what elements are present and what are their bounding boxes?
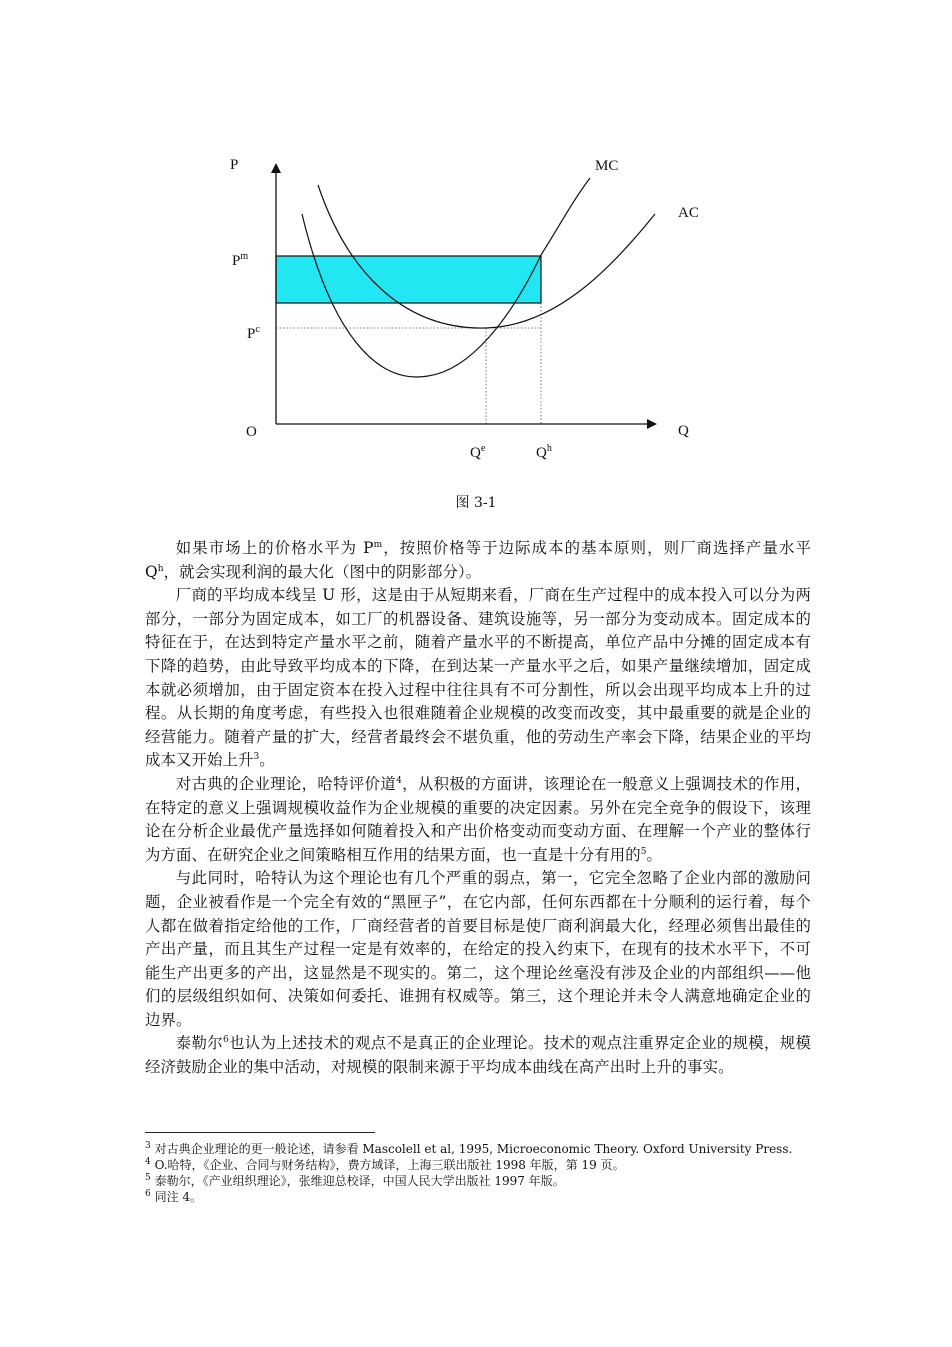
footnote-ref-3[interactable]: 3 <box>253 752 260 763</box>
paragraph-5: 泰勒尔$^6$也认为上述技术的观点不是真正的企业理论。技术的观点注重界定企业的规模，规模经济鼓励企业的集中活动，对规模的限制来源于平均成本曲线在高产出时上升的事实。 <box>145 1034 811 1077</box>
mc-label: MC <box>595 158 619 174</box>
q-axis-label: Q <box>678 423 689 439</box>
footnote-3: $^3$ 对古典企业理论的更一般论述，请参看 Mascolell et al, 1995, Microeconomic Theory. Oxford University Press. <box>145 1141 793 1156</box>
cost-curve-figure <box>0 0 952 480</box>
footnote-divider <box>145 1132 375 1133</box>
paragraph-1: 如果市场上的价格水平为 $P^m$，按照价格等于边际成本的基本原则，则厂商选择产量水平 $Q^h$，就会实现利润的最大化（图中的阴影部分）。 <box>145 539 811 581</box>
figure-caption: 图 3-1 <box>455 495 497 511</box>
paragraph-3: 对古典的企业理论，哈特评价道$^4$，从积极的方面讲，该理论在一般意义上强调技术的作用，在特定的意义上强调规模收益作为企业规模的重要的决定因素。另外在完全竞争的假设下，该理论在分析企业最优产量选择如何随着投入和产出价格变动而变动方面、在理解一个产业的整体行为方面、在研究企业之间策略相互作用的结果方面，也一直是十分有用的$^5$。 <box>145 774 811 864</box>
ac-label: AC <box>678 205 699 221</box>
footnote-4: $^4$ O.哈特，《企业、合同与财务结构》，费方域译，上海三联出版社 1998 年版，第 19 页。 <box>145 1157 625 1172</box>
footnote-ref-5[interactable]: 5 <box>640 846 647 857</box>
qh-label: $Q^h$ <box>536 443 552 461</box>
footnote-ref-6[interactable]: 6 <box>223 1035 229 1046</box>
pm-label: $P^m$ <box>232 251 249 269</box>
pc-label: $P^c$ <box>247 324 260 342</box>
origin-label: O <box>246 424 257 440</box>
footnote-ref-4[interactable]: 4 <box>396 775 402 786</box>
footnote-5: $^5$ 泰勒尔，《产业组织理论》，张维迎总校译，中国人民大学出版社 1997 年版。 <box>145 1173 565 1188</box>
paragraph-4: 与此同时，哈特认为这个理论也有几个严重的弱点，第一，它完全忽略了企业内部的激励问题，企业被看作是一个完全有效的“黑匣子”，在它内部，任何东西都在十分顺利的运行着，每个人都在做着指定给他的工作，厂商经营者的首要目标是使厂商利润最大化，经理必须售出最佳的产出产量，而且其生产过程一定是有效率的，在给定的投入约束下，在现有的技术水平下，不可能生产出更多的产出，这显然是不现实的。第二，这个理论丝毫没有涉及企业的内部组织——他们的层级组织如何、决策如何委托、谁拥有权威等。第三，这个理论并未令人满意地确定企业的边界。 <box>145 869 811 1029</box>
paragraph-2: 厂商的平均成本线呈 U 形，这是由于从短期来看，厂商在生产过程中的成本投入可以分为两部分，一部分为固定成本，如工厂的机器设备、建筑设施等，另一部分为变动成本。固定成本的特征在于，在达到特定产量水平之前，随着产量水平的不断提高，单位产品中分摊的固定成本有下降的趋势，由此导致平均成本的下降，在到达某一产量水平之后，如果产量继续增加，固定成本就必须增加，由于固定资本在投入过程中往往具有不可分割性，所以会出现平均成本上升的过程。从长期的角度考虑，有些投入也很难随着企业规模的改变而改变，其中最重要的就是企业的经营能力。随着产量的扩大，经营者最终会不堪负重，他的劳动生产率会下降，结果企业的平均成本又开始上升$^3$。 <box>145 586 811 770</box>
p-axis-label: P <box>230 157 239 173</box>
footnote-6: $^6$ 同注 4。 <box>145 1189 203 1204</box>
qe-label: $Q^e$ <box>470 443 486 461</box>
footnotes <box>145 1141 805 1205</box>
body-text <box>145 537 811 1080</box>
